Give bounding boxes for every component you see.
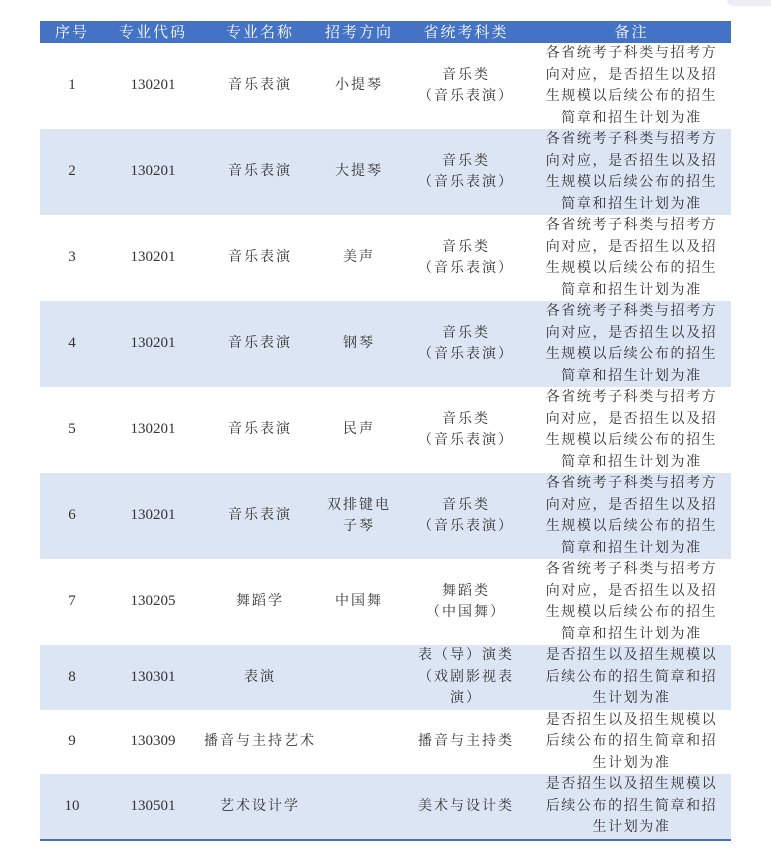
cell-no: 6	[40, 473, 104, 559]
cell-code: 130201	[104, 43, 202, 129]
cell-note-text: 是否招生以及招生规模以 后续公布的招生简章和招 生计划为准	[545, 711, 718, 771]
cell-code: 130201	[104, 301, 202, 387]
cell-code: 130205	[104, 559, 202, 645]
cell-subject-text: 音乐类 （音乐表演）	[418, 66, 514, 104]
cell-note-text: 各省统考子科类与招考方 向对应，是否招生以及招 生规模以后续公布的招生 简章和招生计划为准	[545, 389, 718, 470]
cell-direction-text: 双排键电 子琴	[327, 496, 391, 534]
cell-no: 2	[40, 129, 104, 215]
header-direction: 招考方向	[324, 23, 393, 41]
cell-direction	[318, 301, 400, 387]
cell-direction-text: 美声	[343, 249, 375, 266]
table-row	[40, 774, 731, 840]
cell-subject-text: 美术与设计类	[418, 797, 514, 814]
cell-code: 130501	[104, 774, 202, 840]
top-corner-decoration	[727, 0, 771, 6]
cell-code: 130301	[104, 645, 202, 710]
cell-note-text: 各省统考子科类与招考方 向对应，是否招生以及招 生规模以后续公布的招生 简章和招生计划为准	[545, 45, 718, 126]
cell-note	[532, 301, 731, 387]
cell-subject-text: 舞蹈类 （中国舞）	[426, 582, 506, 620]
cell-note	[532, 215, 731, 301]
cell-subject	[400, 559, 532, 645]
cell-no: 9	[40, 710, 104, 775]
cell-direction	[318, 43, 400, 129]
cell-note-text: 是否招生以及招生规模以 后续公布的招生简章和招 生计划为准	[545, 776, 718, 835]
cell-subject	[400, 301, 532, 387]
header-no: 序号	[54, 23, 89, 41]
cell-direction	[318, 129, 400, 215]
table-row	[40, 473, 731, 559]
cell-code: 130201	[104, 473, 202, 559]
cell-subject	[400, 473, 532, 559]
cell-direction	[318, 473, 400, 559]
cell-name: 音乐表演	[202, 473, 318, 559]
cell-note-text: 各省统考子科类与招考方 向对应，是否招生以及招 生规模以后续公布的招生 简章和招生计划为准	[545, 475, 718, 556]
cell-direction-text: 民声	[343, 421, 375, 438]
table-row	[40, 215, 731, 301]
cell-name: 舞蹈学	[202, 559, 318, 645]
cell-no: 5	[40, 387, 104, 473]
cell-note	[532, 559, 731, 645]
table-row	[40, 387, 731, 473]
cell-subject-text: 表（导）演类 （戏剧影视表 演）	[418, 647, 514, 706]
cell-code: 130201	[104, 129, 202, 215]
cell-direction-text: 小提琴	[335, 77, 383, 94]
cell-note-text: 各省统考子科类与招考方 向对应，是否招生以及招 生规模以后续公布的招生 简章和招生计划为准	[545, 217, 718, 298]
header-row	[40, 21, 731, 43]
cell-note	[532, 43, 731, 129]
cell-direction	[318, 387, 400, 473]
cell-subject-text: 音乐类 （音乐表演）	[418, 410, 514, 448]
cell-code: 130309	[104, 710, 202, 775]
cell-note-text: 各省统考子科类与招考方 向对应，是否招生以及招 生规模以后续公布的招生 简章和招生计划为准	[545, 131, 718, 212]
header-note: 备注	[614, 23, 649, 41]
table-row	[40, 43, 731, 129]
cell-no: 3	[40, 215, 104, 301]
cell-direction	[318, 559, 400, 645]
cell-direction-text: 钢琴	[343, 335, 375, 352]
cell-note	[532, 473, 731, 559]
header-name: 专业名称	[225, 23, 294, 41]
table-header	[40, 21, 731, 43]
cell-name: 音乐表演	[202, 43, 318, 129]
cell-subject-text: 音乐类 （音乐表演）	[418, 496, 514, 534]
cell-name: 音乐表演	[202, 215, 318, 301]
cell-note	[532, 129, 731, 215]
cell-subject	[400, 129, 532, 215]
cell-note-text: 各省统考子科类与招考方 向对应，是否招生以及招 生规模以后续公布的招生 简章和招生计划为准	[545, 561, 718, 642]
cell-subject	[400, 710, 532, 775]
table-row	[40, 301, 731, 387]
cell-subject	[400, 645, 532, 710]
header-subject: 省统考科类	[423, 23, 509, 41]
cell-name: 音乐表演	[202, 301, 318, 387]
cell-no: 10	[40, 774, 104, 840]
cell-direction	[318, 774, 400, 840]
cell-no: 4	[40, 301, 104, 387]
cell-subject-text: 音乐类 （音乐表演）	[418, 152, 514, 190]
cell-name: 音乐表演	[202, 129, 318, 215]
cell-subject	[400, 215, 532, 301]
cell-direction-text: 中国舞	[335, 593, 383, 610]
cell-note	[532, 774, 731, 840]
cell-code: 130201	[104, 387, 202, 473]
cell-name: 播音与主持艺术	[202, 710, 318, 775]
cell-subject	[400, 774, 532, 840]
table-row	[40, 645, 731, 710]
cell-subject-text: 音乐类 （音乐表演）	[418, 238, 514, 276]
cell-note	[532, 710, 731, 775]
cell-no: 1	[40, 43, 104, 129]
cell-name: 表演	[202, 645, 318, 710]
cell-subject	[400, 43, 532, 129]
cell-code: 130201	[104, 215, 202, 301]
cell-note-text: 是否招生以及招生规模以 后续公布的招生简章和招 生计划为准	[545, 647, 718, 706]
table-row	[40, 559, 731, 645]
table-row	[40, 710, 731, 775]
cell-note	[532, 387, 731, 473]
cell-no: 8	[40, 645, 104, 710]
cell-direction	[318, 215, 400, 301]
cell-direction	[318, 710, 400, 775]
cell-subject	[400, 387, 532, 473]
table-row	[40, 129, 731, 215]
cell-note-text: 各省统考子科类与招考方 向对应，是否招生以及招 生规模以后续公布的招生 简章和招生计划为准	[545, 303, 718, 384]
cell-direction	[318, 645, 400, 710]
cell-note	[532, 645, 731, 710]
cell-subject-text: 播音与主持类	[418, 733, 514, 749]
cell-no: 7	[40, 559, 104, 645]
cell-name: 音乐表演	[202, 387, 318, 473]
cell-direction-text: 大提琴	[335, 163, 383, 180]
cell-subject-text: 音乐类 （音乐表演）	[418, 324, 514, 362]
major-table	[40, 21, 731, 841]
table-body	[40, 43, 731, 840]
cell-name: 艺术设计学	[202, 774, 318, 840]
header-code: 专业代码	[118, 23, 187, 41]
